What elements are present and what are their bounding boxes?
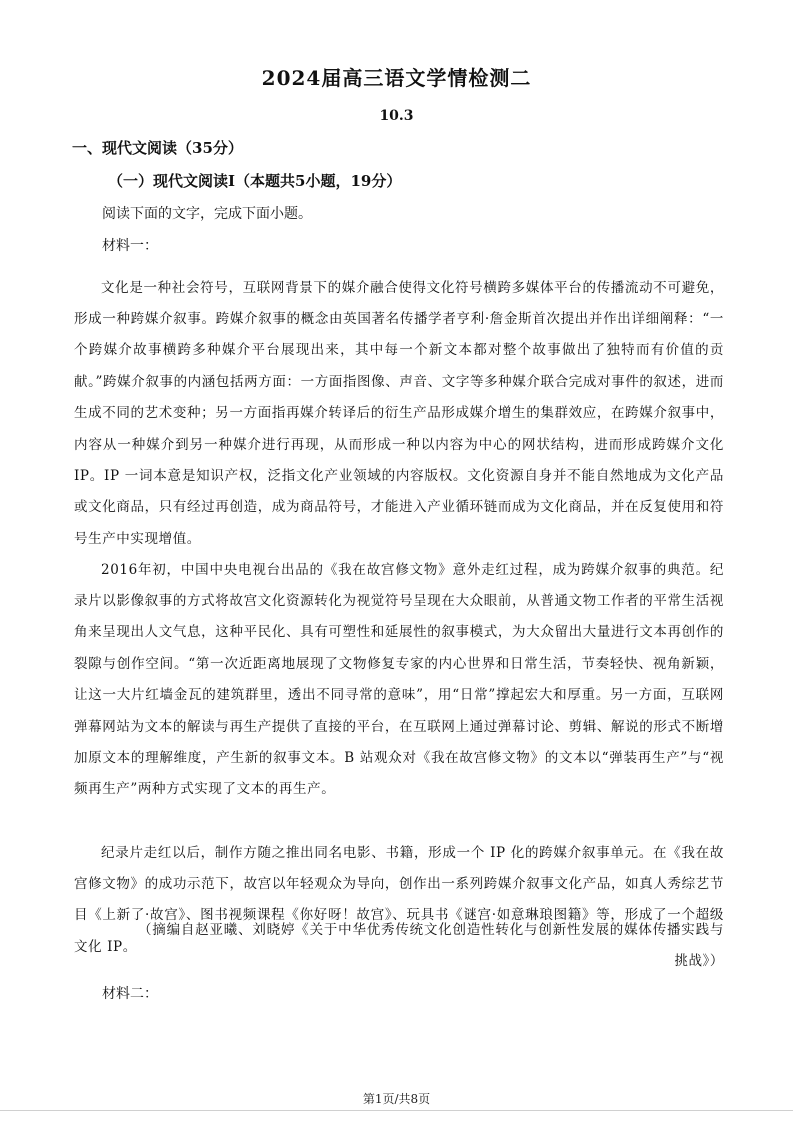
material-1-label: 材料一： <box>102 238 158 254</box>
section-heading: 一、现代文阅读（35分） <box>72 139 243 157</box>
paragraph: 纪录片走红以后，制作方随之推出同名电影、书籍，形成一个 IP 化的跨媒介叙事单元。在《我在故宫修文物》的成功示范下，故宫以年轻观众为导向，创作出一系列跨媒介叙事文化产品，如真人秀综艺节目《上新了·故宫》、图书视频课程《你好呀！故宫》、玩具书《谜宫·如意琳琅图籍》等，形成了一个超级文化 IP。 <box>74 844 724 955</box>
footer-divider <box>0 1110 793 1111</box>
sub-heading: （一）现代文阅读Ⅰ（本题共5小题，19分） <box>108 172 402 190</box>
exam-title: 2024届高三语文学情检测二 <box>261 66 532 90</box>
paragraph: 2016年初，中国中央电视台出品的《我在故宫修文物》意外走红过程，成为跨媒介叙事的典范。纪录片以影像叙事的方式将故宫文化资源转化为视觉符号呈现在大众眼前，从普通文物工作者的平常生活视角来呈现出人文气息，这种平民化、具有可塑性和延展性的叙事模式，为大众留出大量进行文本再创作的裂隙与创作空间。“第一次近距离地展现了文物修复专家的内心世界和日常生活，节奏轻快、视角新颖，让这一大片红墙金瓦的建筑群里，透出不同寻常的意味”，用“日常”撑起宏大和厚重。另一方面，互联网弹幕网站为文本的解读与再生产提供了直接的平台，在互联网上通过弹幕讨论、剪辑、解说的形式不断增加原文本的理解维度，产生新的叙事文本。B 站观众对《我在故宫修文物》的文本以“弹装再生产”与“视频再生产”两种方式实现了文本的再生产。 <box>74 561 724 798</box>
reading-instruction: 阅读下面的文字，完成下面小题。 <box>102 206 312 222</box>
paragraph: 文化是一种社会符号，互联网背景下的媒介融合使得文化符号横跨多媒体平台的传播流动不可避免，形成一种跨媒介叙事。跨媒介叙事的概念由英国著名传播学者亨利·詹金斯首次提出并作出详细阐释：“一个跨媒介故事横跨多种媒介平台展现出来，其中每一个新文本都对整个故事做出了独特而有价值的贡献。”跨媒介叙事的内涵包括两方面：一方面指图像、声音、文字等多种媒介联合完成对事件的叙述，进而生成不同的艺术变种；另一方面指再媒介转译后的衍生产品形成媒介增生的集群效应，在跨媒介叙事中，内容从一种媒介到另一种媒介进行再现，从而形成一种以内容为中心的网状结构，进而形成跨媒介文化 IP。IP 一词本意是知识产权，泛指文化产业领域的内容版权。文化资源自身并不能自然地成为文化产品或文化商品，只有经过再创造，成为商品符号，才能进入产业循环链而成为文化商品，并在反复使用和符号生产中实现增值。 <box>74 279 724 547</box>
source-citation: （摘编自赵亚曦、刘晓婷《关于中华优秀传统文化创造性转化与创新性发展的媒体传播实践与挑战》） <box>138 922 724 970</box>
material-2-label: 材料二： <box>102 986 158 1002</box>
exam-date: 10.3 <box>379 108 414 124</box>
page-number: 第1页/共8页 <box>362 1092 431 1106</box>
